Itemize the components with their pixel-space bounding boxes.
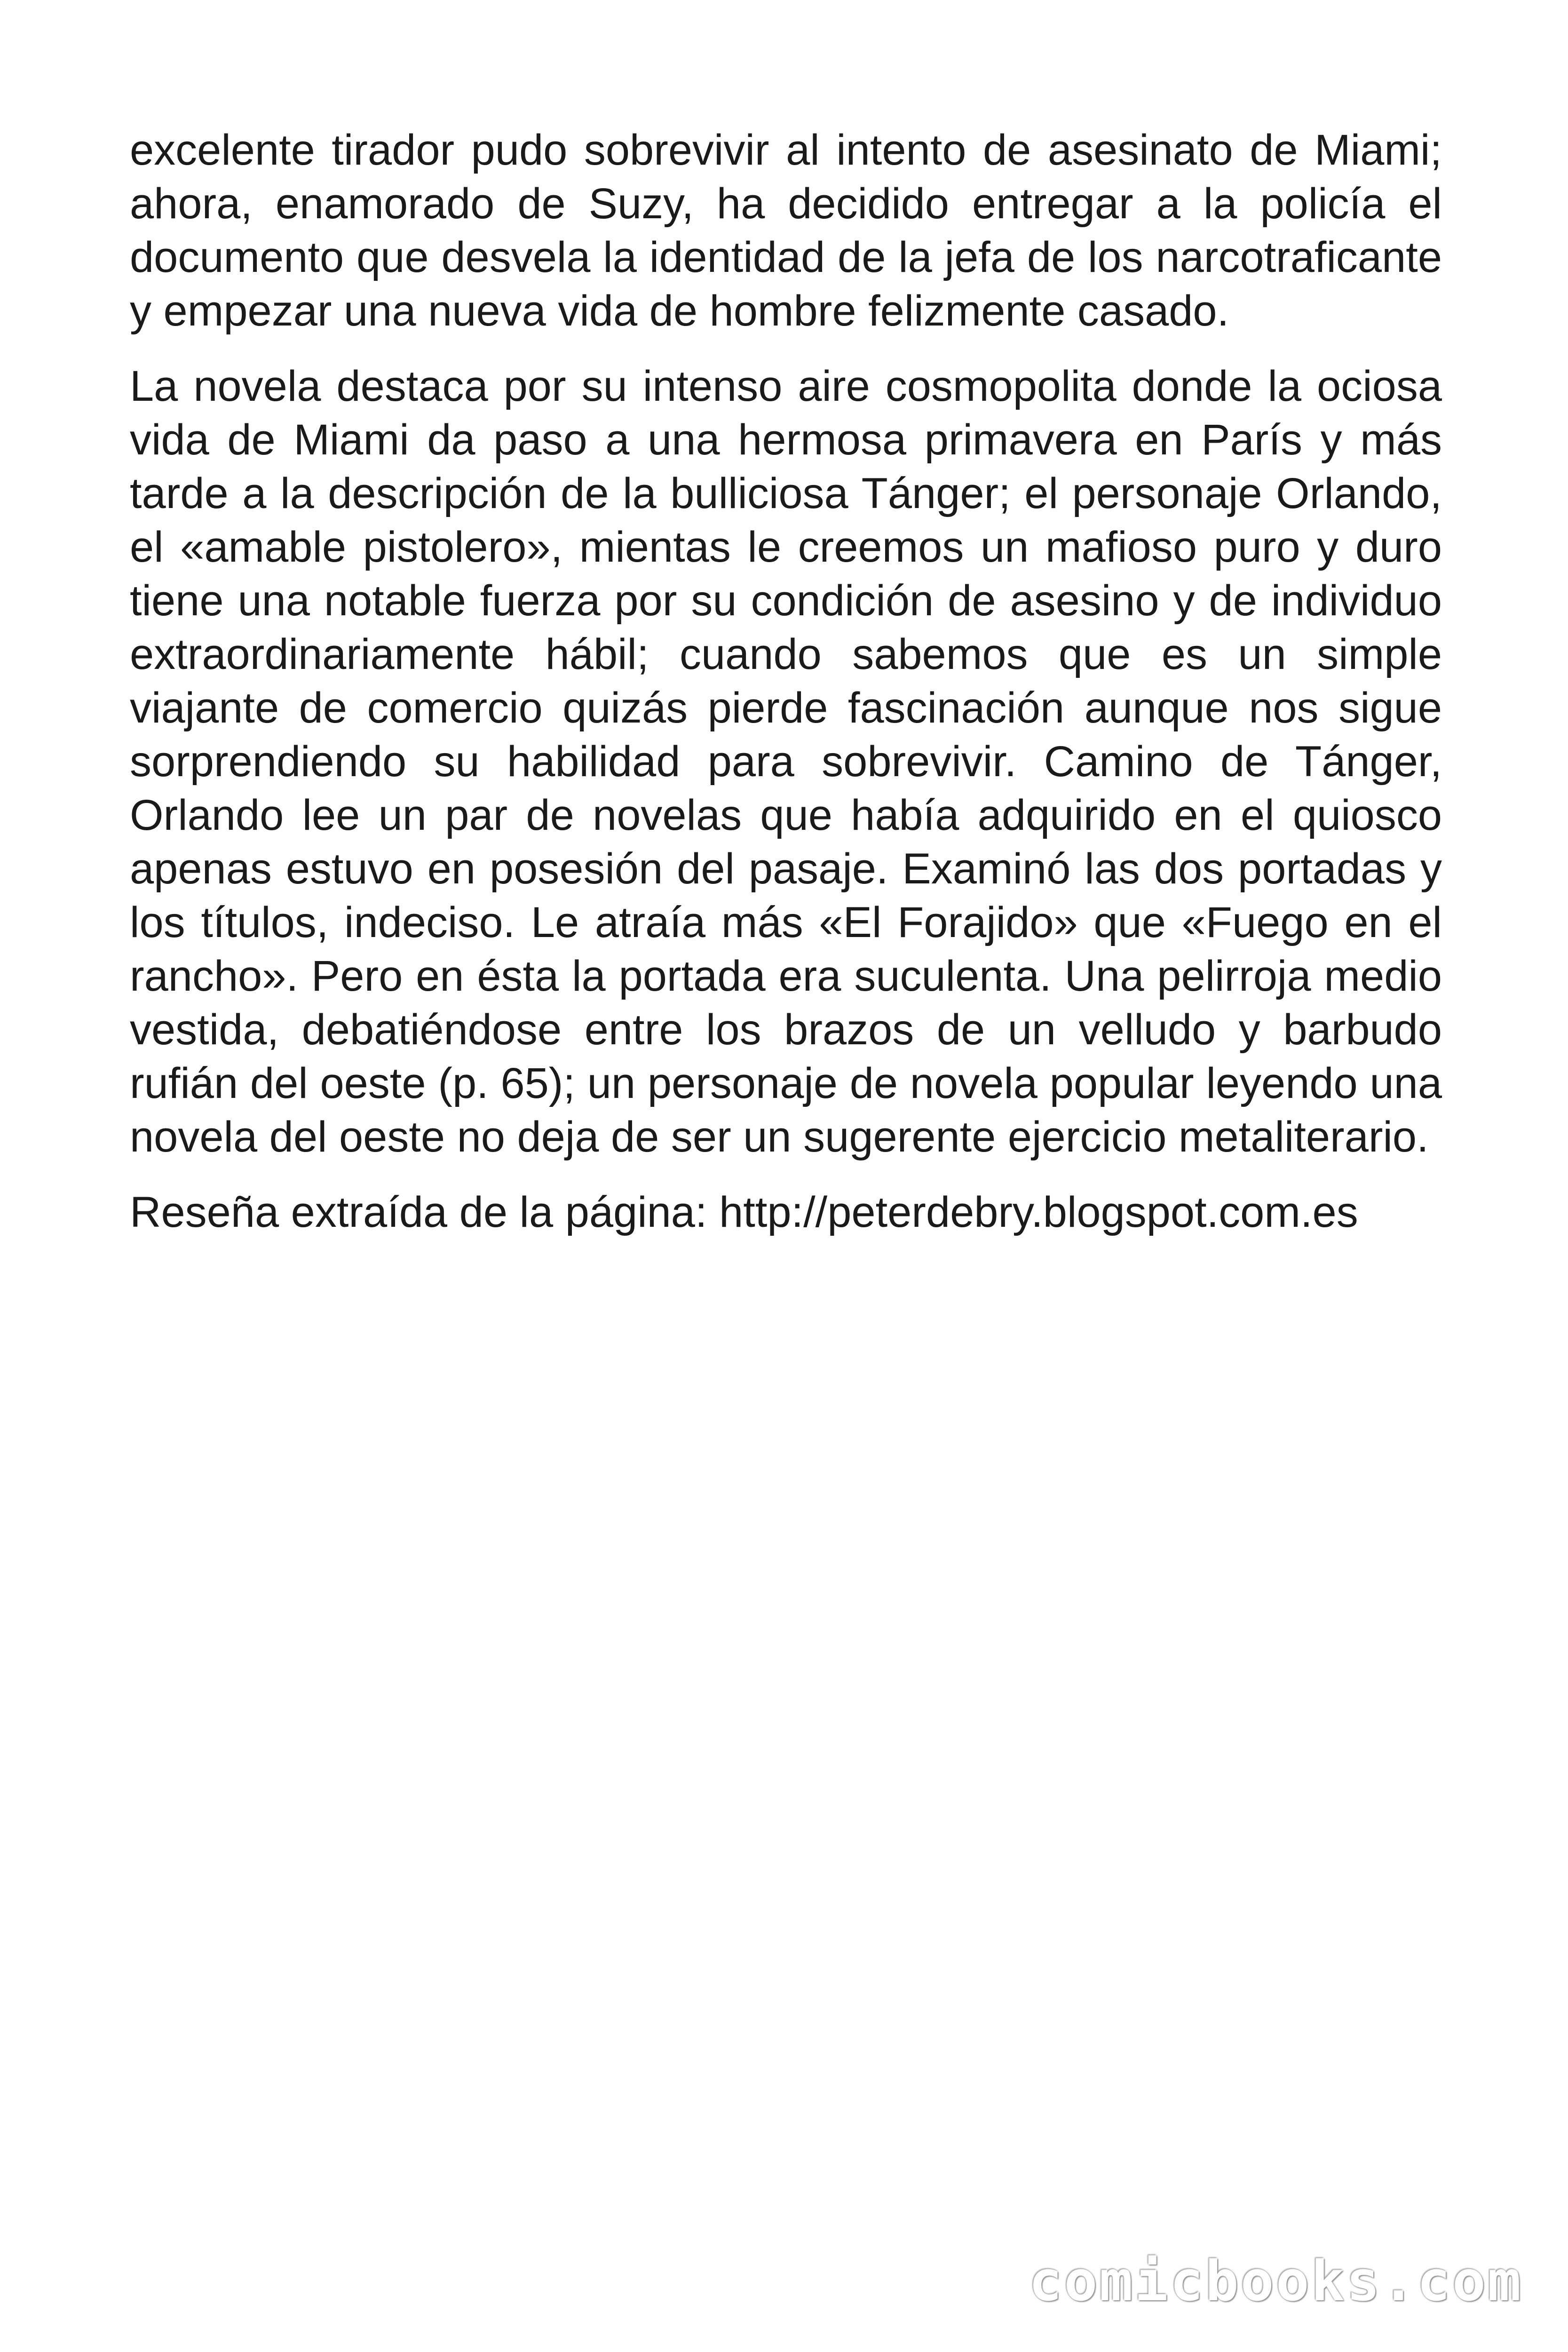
paragraph-review: La novela destaca por su intenso aire cosmopolita donde la ociosa vida de Miami da paso a una hermosa primavera en París y más tarde a la descripción de la bulliciosa Tánger; el personaje Orlando, el «amable pistolero», mientas le creemos un mafioso puro y duro tiene una notable fuerza por su condición de asesino y de individuo extraordinariamente hábil; cuando sabemos que es un simple viajante de comercio quizás pierde fascinación aunque nos sigue sorprendiendo su habilidad para sobrevivir. Camino de Tánger, Orlando lee un par de novelas que había adquirido en el quiosco apenas estuvo en posesión del pasaje. Examinó las dos portadas y los títulos, indeciso. Le atraía más «El Forajido» que «Fuego en el rancho». Pero en ésta la portada era suculenta. Una pelirroja medio vestida, debatiéndose entre los brazos de un velludo y barbudo rufián del oeste (p. 65); un personaje de novela popular leyendo una novela del oeste no deja de ser un sugerente ejercicio metaliterario. [130,362,1442,1161]
paragraph-source: Reseña extraída de la página: http://peterdebry.blogspot.com.es [130,1188,1358,1236]
body-text [130,123,1442,1261]
paragraph-continuation: excelente tirador pudo sobrevivir al intento de asesinato de Miami; ahora, enamorado de Suzy, ha decidido entregar a la policía el documento que desvela la identidad de la jefa de los narcotraficante y empezar una nueva vida de hombre felizmente casado. [130,126,1442,335]
watermark-logo: comicbooks.com [1029,2249,1523,2313]
